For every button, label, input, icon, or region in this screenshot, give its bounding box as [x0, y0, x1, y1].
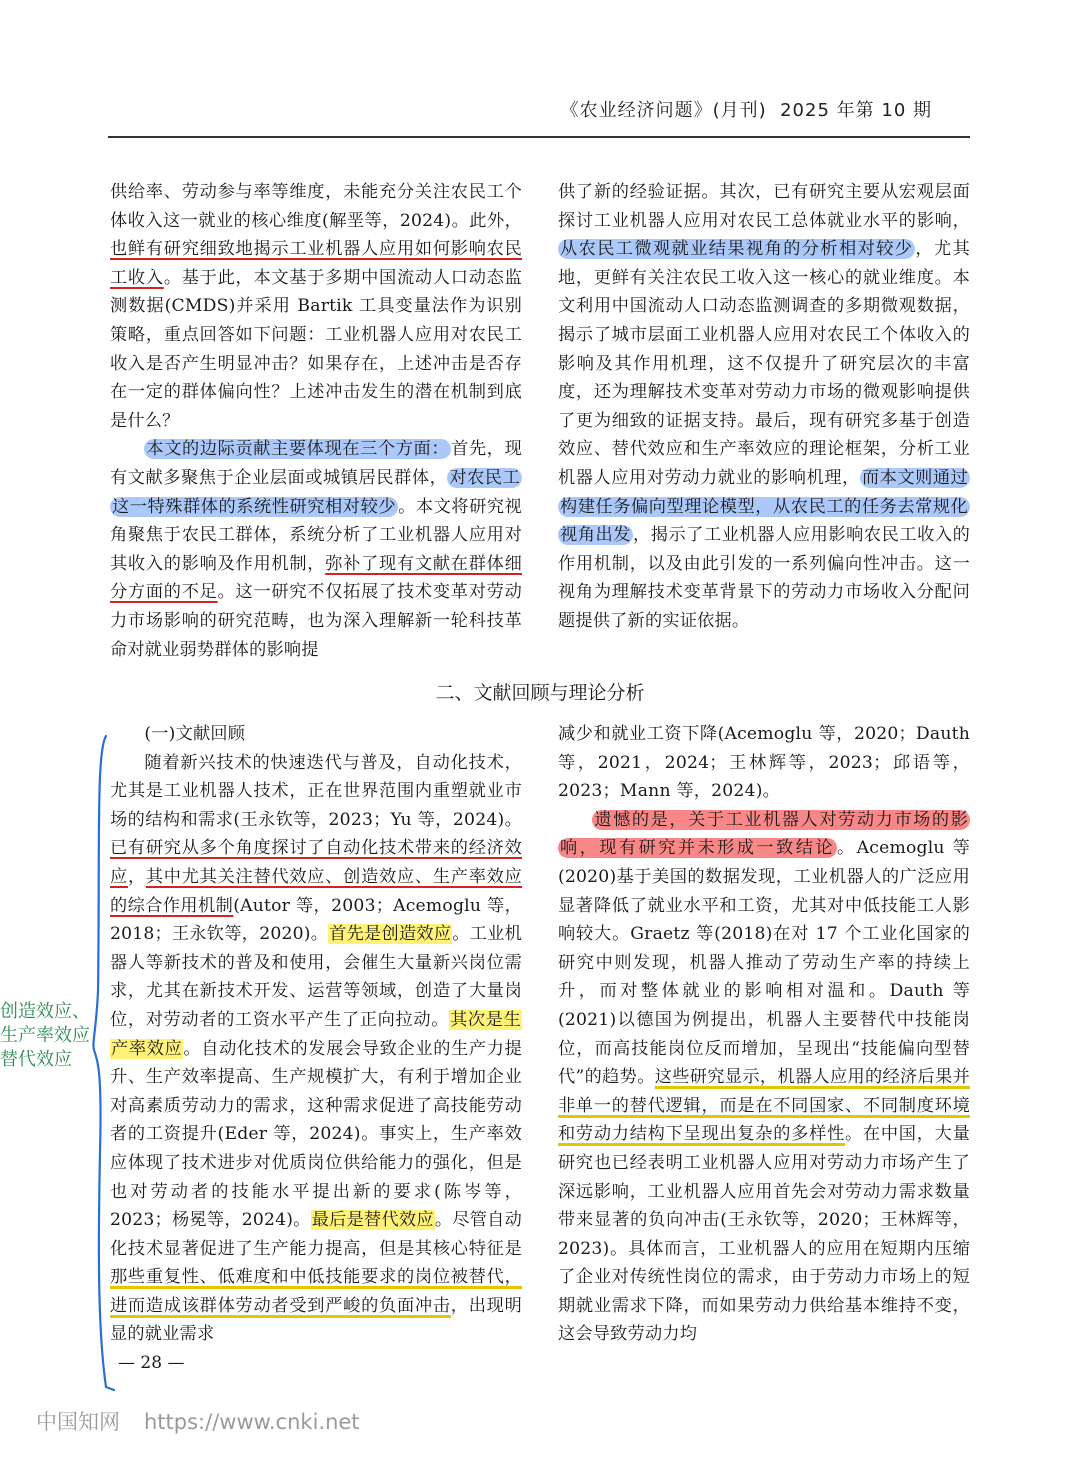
text-run: 。本文将研究视角聚焦于农民工群体，系统分析了工业机器人应用对其收入的影响及作用机制，: [110, 496, 522, 574]
underlined-text: 也鲜有研究细致地揭示工业机器人应用如何影响农民工收入: [110, 239, 522, 288]
paragraph: [110, 749, 522, 1349]
section-title: 二、文献回顾与理论分析: [435, 682, 645, 704]
note-line: 生产率效应: [0, 1025, 90, 1046]
underlined-text: 弥补了现有文献在群体细分方面的不足: [110, 553, 523, 603]
text-run: 。在中国，大量研究也已经表明工业机器人应用对劳动力市场产生了深远影响，工业机器人应用首先会对劳动力需求数量带来显著的负向冲击(王永钦等，2020；王林辉等，2023)。具体而言，工业机器人的应用在短期内压缩了企业对传统性岗位的需求，由于劳动力市场上的短期就业需求下降，而如果劳动力供给基本维持不变，这会导致劳动力均: [558, 1124, 971, 1345]
text-run: 首先，现有文献多聚焦于企业层面或城镇居民群体，: [110, 439, 522, 488]
text-run: 供了新的经验证据。其次，已有研究主要从宏观层面探讨工业机器人应用对农民工总体就业水平的影响，: [558, 182, 970, 231]
paragraph: [110, 178, 522, 435]
text-run: 。这一研究不仅拓展了技术变革对劳动力市场影响的研究范畴，也为深入理解新一轮科技革命对就业弱势群体的影响提: [110, 582, 522, 660]
text-run: ，尤其地，更鲜有关注农民工收入这一核心的就业维度。本文利用中国流动人口动态监测调查的多期微观数据，揭示了城市层面工业机器人应用对农民工个体收入的影响及其作用机理，这不仅提升了研究层次的丰富度，还为理解技术变革对劳动力市场的微观影响提供了更为细致的证据支持。最后，现有研究多基于创造效应、替代效应和生产率效应的理论框架，分析工业机器人应用对劳动力就业的影响机理，: [558, 239, 970, 488]
issue-label: 2025 年第 10 期: [780, 100, 932, 121]
cnki-watermark: [36, 1406, 360, 1436]
text-run: 。尽管自动化技术显著促进了生产能力提高，但是其核心特征是: [110, 1210, 522, 1259]
underlined-text: 这些研究显示，机器人应用的经济后果并非单一的替代逻辑，而是在不同国家、不同制度环境和劳动力结构下呈现出复杂的多样性: [558, 1067, 970, 1145]
header-rule: [108, 136, 970, 138]
journal-name: 《农业经济问题》(月刊): [560, 100, 767, 121]
text-run: ，揭示了工业机器人应用影响农民工收入的作用机制，以及由此引发的一系列偏向性冲击。这一视角为理解技术变革背景下的劳动力市场收入分配问题提供了新的实证依据。: [558, 525, 970, 631]
text-run: (Autor 等，2003；Acemoglu 等，2018；王永钦等，2020)。: [110, 895, 522, 945]
text-run: 。基于此，本文基于多期中国流动人口动态监测数据(CMDS)并采用 Bartik 工具变量法作为识别策略，重点回答如下问题：工业机器人应用对农民工收入是否产生明显冲击？如果存在，上述冲击是否存在一定的群体偏向性？上述冲击发生的潜在机制到底是什么？: [110, 267, 522, 431]
text-run: 。工业机器人等新技术的普及和使用，会催生大量新兴岗位需求，尤其在新技术开发、运营等领域，创造了大量岗位，对劳动者的工资水平产生了正向拉动。: [110, 924, 522, 1030]
highlighted-text: 本文的边际贡献主要体现在三个方面：: [146, 439, 450, 460]
note-line: 创造效应、: [0, 1001, 90, 1022]
site-url: https://www.cnki.net: [144, 1410, 360, 1434]
text-run: ，: [127, 866, 146, 887]
text-run: 。Acemoglu 等(2020)基于美国的数据发现，工业机器人的广泛应用显著降低了就业水平和工资，尤其对中低技能工人影响较大。Graetz 等(2018)在对 17 个工业化国家的研究中则发现，机器人推动了劳动生产率的持续上升，而对整体就业的影响相对温和。Dauth 等(2021)以德国为例提出，机器人主要替代中技能岗位，而高技能岗位反而增加，呈现出“技能偏向型替代”的趋势。: [558, 838, 970, 1088]
highlighted-text: 其次是生产率效应: [111, 1009, 521, 1059]
subsection-heading: (一)文献回顾: [144, 724, 246, 744]
text-run: 随着新兴技术的快速迭代与普及，自动化技术，尤其是工业机器人技术，正在世界范围内重塑就业市场的结构和需求(王永钦等，2023；Yu 等，2024)。: [110, 752, 522, 830]
note-line: 替代效应: [0, 1049, 72, 1070]
top-left-column: [110, 178, 522, 664]
highlighted-text: 首先是创造效应: [329, 924, 452, 945]
paragraph: 减少和就业工资下降(Acemoglu 等，2020；Dauth 等，2021，2024；王林辉等，2023；邱语等，2023；Mann 等，2024)。: [558, 724, 970, 802]
margin-note: [0, 1000, 104, 1072]
highlighted-text: 对农民工这一特殊群体的系统性研究相对较少: [112, 467, 520, 517]
highlighted-text: 最后是替代效应: [311, 1210, 434, 1231]
page-number: — 28 —: [118, 1353, 185, 1373]
text-run: ，出现明显的就业需求: [110, 1295, 522, 1345]
highlighted-text: 遗憾的是，关于工业机器人对劳动力市场的影响，现有研究并未形成一致结论: [560, 809, 968, 859]
running-header: [561, 96, 932, 122]
underlined-text: 已有研究从多个角度探讨了自动化技术带来的经济效应: [110, 838, 522, 887]
highlighted-text: 从农民工微观就业结果视角的分析相对较少: [560, 239, 914, 260]
paragraph: [110, 435, 522, 664]
underlined-text: 其中尤其关注替代效应、创造效应、生产率效应的综合作用机制: [110, 866, 522, 916]
text-run: 供给率、劳动参与率等维度，未能充分关注农民工个体收入这一就业的核心维度(解垩等，2024)。此外，: [110, 182, 522, 231]
paragraph: [558, 806, 970, 1349]
highlighted-text: 而本文则通过构建任务偏向型理论模型，从农民工的任务去常规化视角出发: [560, 467, 969, 546]
text-run: 。自动化技术的发展会导致企业的生产力提升、生产效率提高、生产规模扩大，有利于增加企业对高素质劳动力的需求，这种需求促进了高技能劳动者的工资提升(Eder 等，2024)。事实上，生产率效应体现了技术进步对优质岗位供给能力的强化，但是也对劳动者的技能水平提出新的要求(陈岑等，2023；杨冕等，2024)。: [110, 1038, 522, 1231]
paragraph: [558, 178, 970, 636]
underlined-text: 那些重复性、低难度和中低技能要求的岗位被替代，进而造成该群体劳动者受到严峻的负面冲击: [110, 1267, 522, 1316]
site-name: 中国知网: [36, 1410, 120, 1434]
bottom-left-column: [110, 720, 522, 1349]
top-right-column: [558, 178, 970, 636]
bottom-right-column: [558, 720, 970, 1349]
